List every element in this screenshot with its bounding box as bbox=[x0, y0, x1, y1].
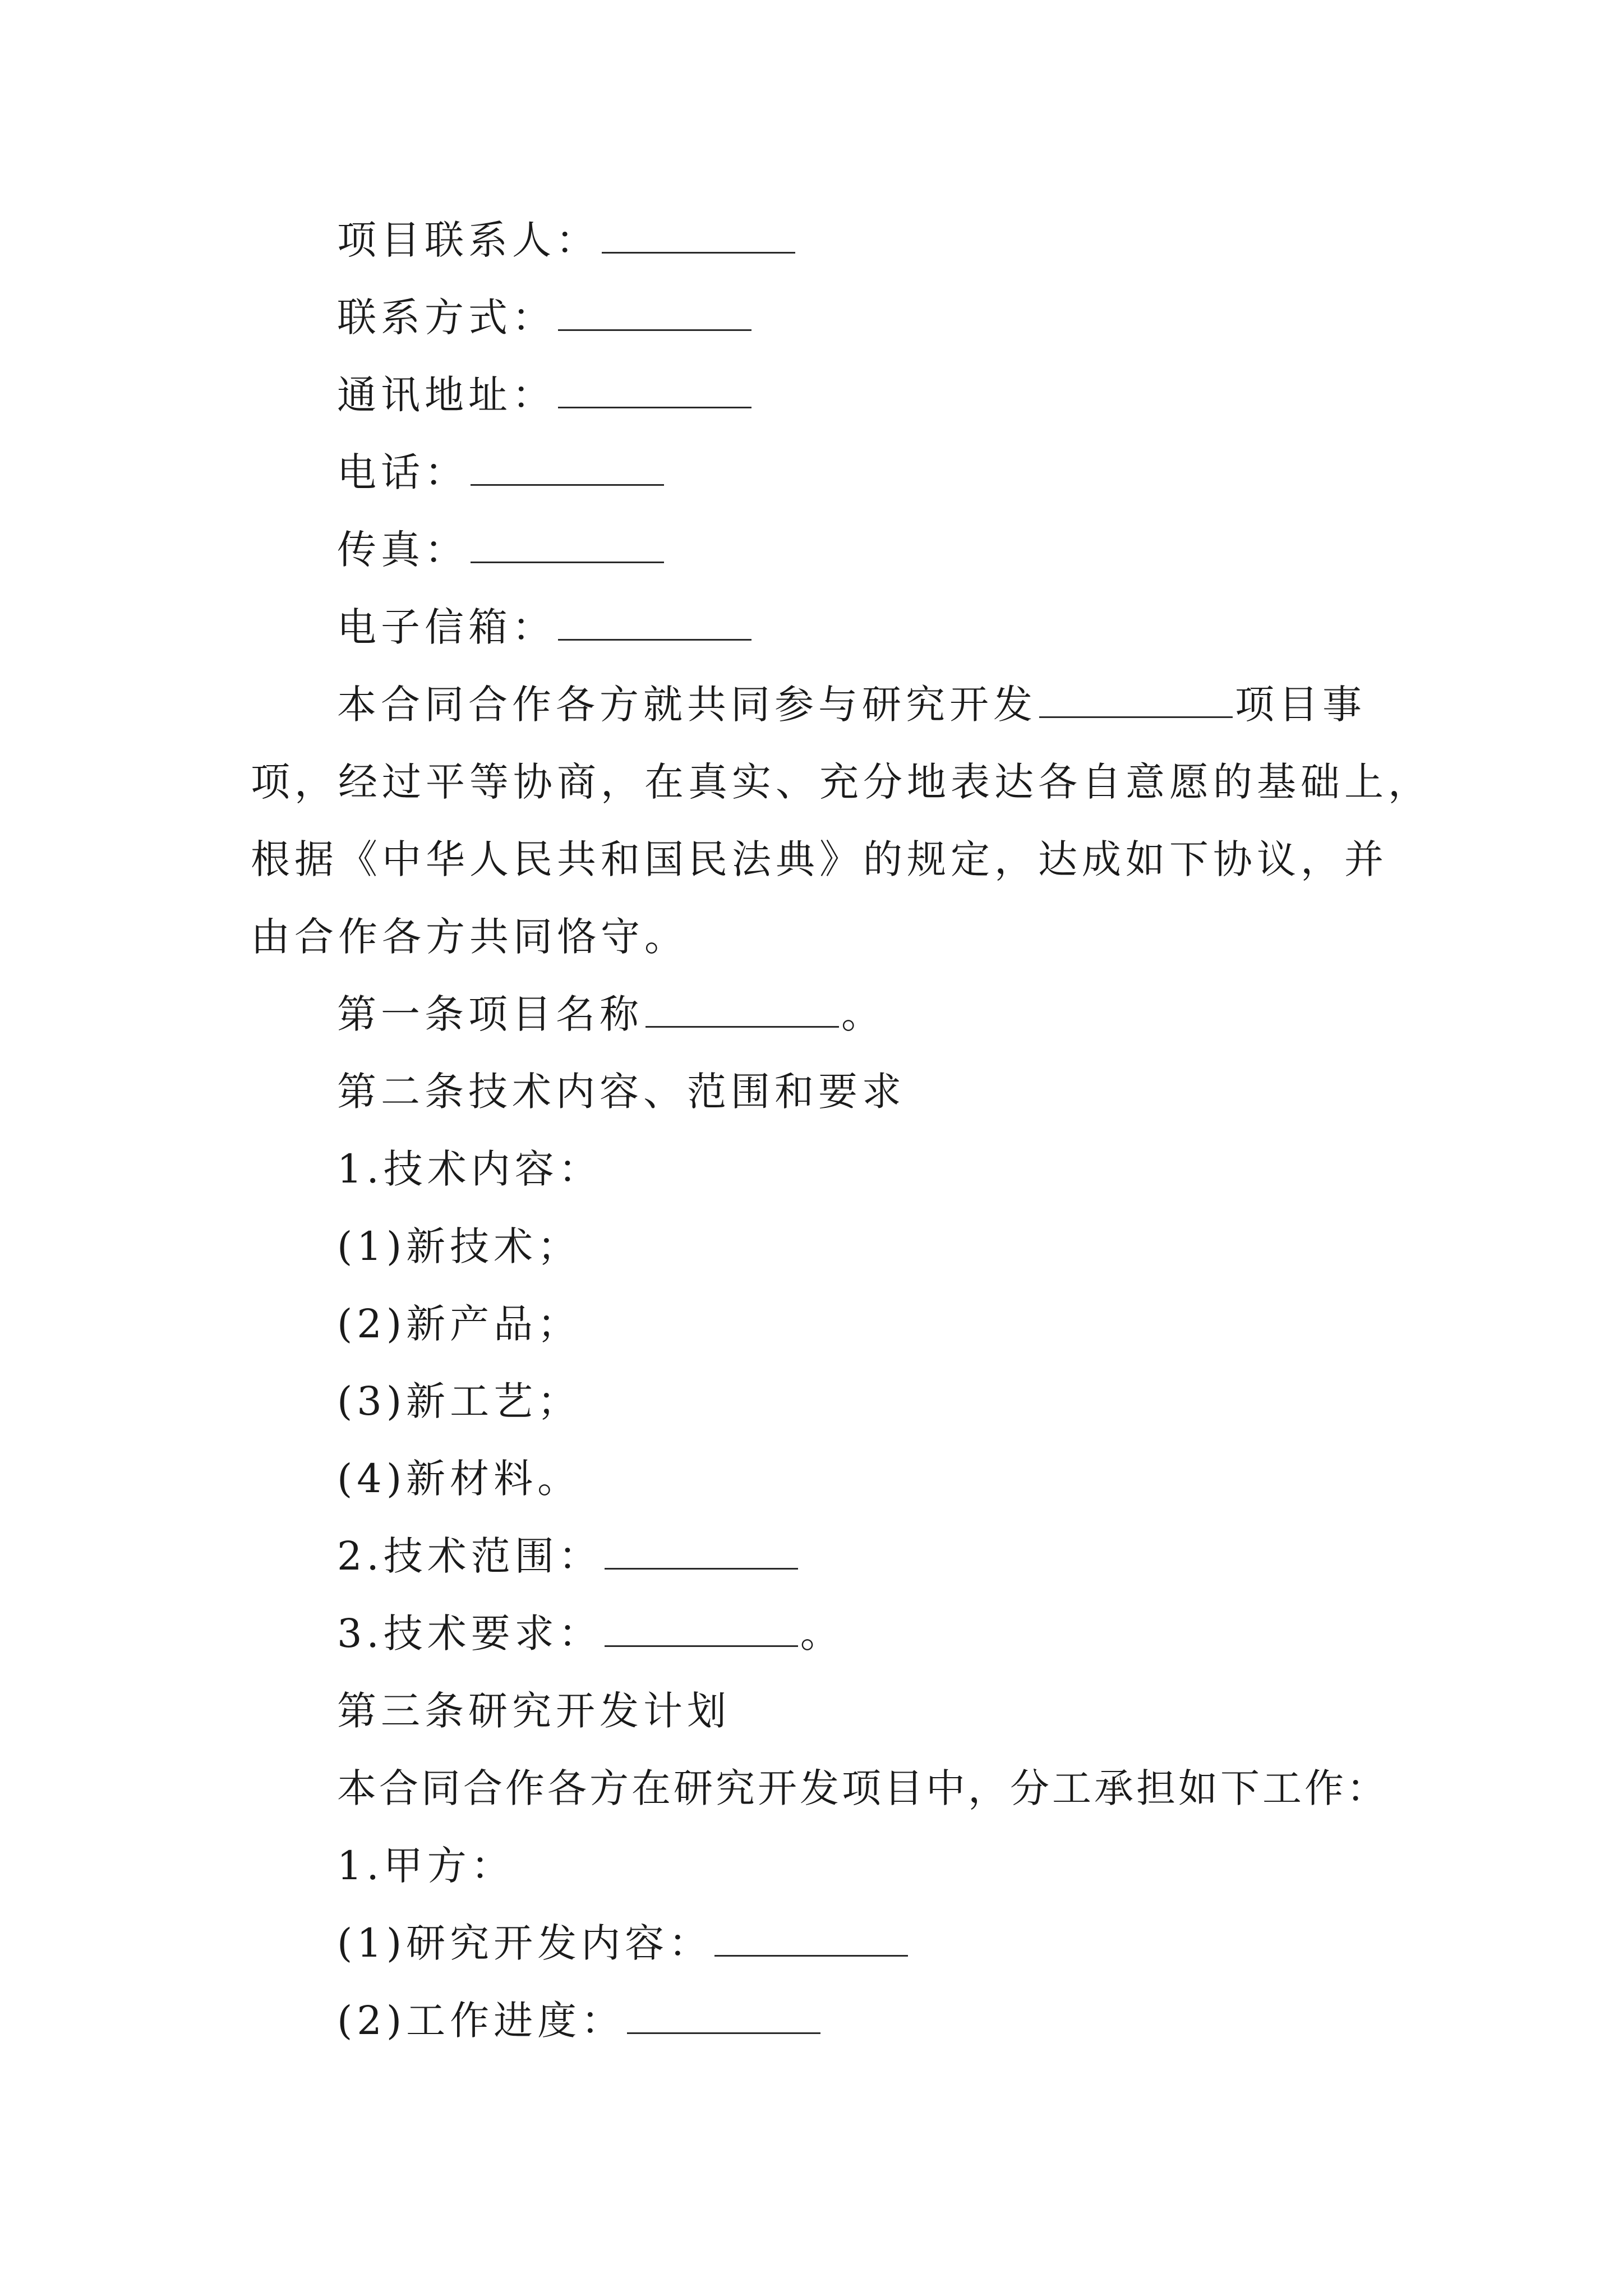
article-3-sub-2: (2)工作进度： bbox=[337, 1998, 625, 2044]
fax-row bbox=[337, 522, 666, 578]
fax-blank[interactable] bbox=[471, 523, 664, 563]
article-1-row bbox=[337, 986, 885, 1042]
article-2-item-2: 2.技术范围： bbox=[337, 1533, 602, 1579]
phone-label: 电话： bbox=[337, 449, 468, 495]
project-name-blank[interactable] bbox=[645, 988, 839, 1028]
article-2-sub-2: (2)新产品； bbox=[337, 1301, 582, 1347]
article-3-intro: 本合同合作各方在研究开发项目中，分工承担如下工作： bbox=[337, 1765, 1389, 1811]
project-contact-blank[interactable] bbox=[602, 214, 795, 254]
article-2-item-2-row bbox=[337, 1528, 800, 1584]
fax-label: 传真： bbox=[337, 527, 468, 573]
work-progress-blank[interactable] bbox=[627, 1994, 820, 2034]
tech-requirement-blank[interactable] bbox=[605, 1607, 798, 1647]
tech-scope-blank[interactable] bbox=[605, 1530, 798, 1570]
article-2-item-1: 1.技术内容： bbox=[337, 1146, 602, 1192]
address-row bbox=[337, 367, 754, 423]
intro-line-2: 项，经过平等协商，在真实、充分地表达各自意愿的基础上， bbox=[251, 759, 1432, 805]
contact-method-row bbox=[337, 289, 754, 346]
intro-line-3: 根据《中华人民共和国民法典》的规定，达成如下协议，并 bbox=[251, 836, 1388, 882]
article-1-end: 。 bbox=[841, 991, 885, 1037]
email-blank[interactable] bbox=[558, 601, 751, 641]
project-contact-label: 项目联系人： bbox=[337, 217, 600, 263]
email-label: 电子信箱： bbox=[337, 604, 556, 650]
rd-content-blank[interactable] bbox=[714, 1917, 908, 1957]
intro-line-1-part-1: 本合同合作各方就共同参与研究开发 bbox=[337, 682, 1037, 728]
intro-line-4: 由合作各方共同恪守。 bbox=[251, 914, 688, 960]
article-3-sub-1-row bbox=[337, 1915, 910, 1971]
article-2-sub-1: (1)新技术； bbox=[337, 1223, 582, 1269]
article-2-title: 第二条技术内容、范围和要求 bbox=[337, 1069, 906, 1115]
article-2-item-3: 3.技术要求： bbox=[337, 1611, 602, 1657]
project-contact-row bbox=[337, 212, 797, 268]
article-2-sub-3: (3)新工艺； bbox=[337, 1378, 582, 1424]
article-3-party-a: 1.甲方： bbox=[337, 1843, 515, 1889]
intro-line-1 bbox=[337, 677, 1366, 733]
article-1-label: 第一条项目名称 bbox=[337, 991, 643, 1037]
project-blank[interactable] bbox=[1039, 678, 1233, 718]
address-blank[interactable] bbox=[558, 369, 751, 408]
article-3-title: 第三条研究开发计划 bbox=[337, 1688, 731, 1734]
contact-method-blank[interactable] bbox=[558, 291, 751, 331]
article-2-item-3-end: 。 bbox=[800, 1611, 844, 1657]
address-label: 通讯地址： bbox=[337, 372, 556, 418]
article-2-sub-4: (4)新材料。 bbox=[337, 1456, 582, 1502]
email-row bbox=[337, 599, 754, 655]
article-3-sub-1: (1)研究开发内容： bbox=[337, 1920, 713, 1966]
article-2-item-3-row bbox=[337, 1605, 844, 1662]
article-3-sub-2-row bbox=[337, 1993, 823, 2049]
intro-line-1-part-2: 项目事 bbox=[1235, 682, 1366, 728]
phone-row bbox=[337, 444, 666, 500]
phone-blank[interactable] bbox=[471, 446, 664, 486]
contact-method-label: 联系方式： bbox=[337, 295, 556, 341]
